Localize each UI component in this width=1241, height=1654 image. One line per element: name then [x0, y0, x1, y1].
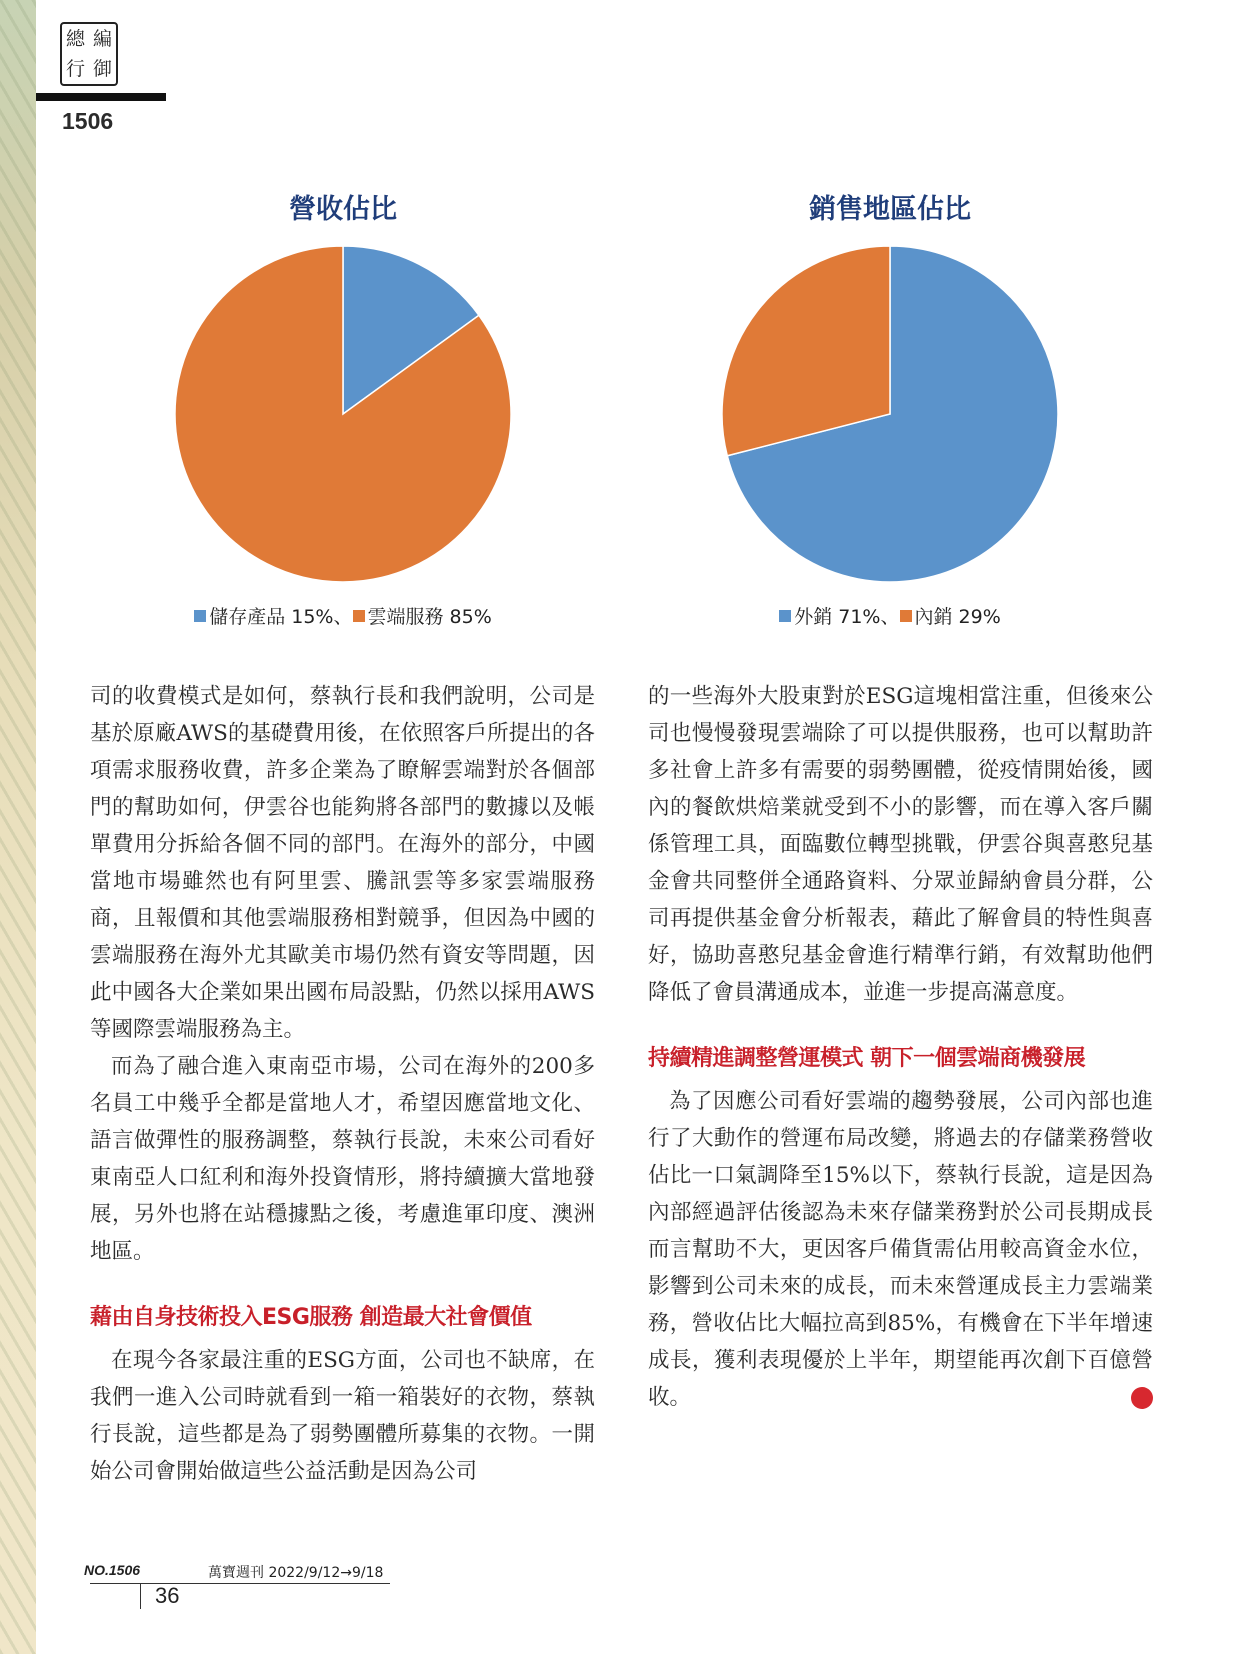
- end-mark-icon: [1131, 1387, 1153, 1409]
- seal-char: 總: [65, 27, 85, 50]
- seal-char: 編: [92, 27, 112, 50]
- seal-char: 御: [92, 57, 112, 80]
- column-seal-logo: [60, 22, 118, 86]
- footer-rule: [90, 1583, 390, 1584]
- legend-swatch-domestic: [900, 610, 912, 622]
- section-heading: 藉由自身技術投入ESG服務 創造最大社會價值: [90, 1305, 532, 1330]
- paragraph: [648, 1083, 1153, 1416]
- paragraph: 的一些海外大股東對於ESG這塊相當注重，但後來公司也慢慢發現雲端除了可以提供服務，也可以幫助許多社會上許多有需要的弱勢團體，從疫情開始後，國內的餐飲烘焙業就受到不小的影響，而在導入客戶關係管理工具，面臨數位轉型挑戰，伊雲谷與喜憨兒基金會共同整併全通路資料、分眾並歸納會員分群，公司再提供基金會分析報表，藉此了解會員的特性與喜好，協助喜憨兒基金會進行精準行銷，有效幫助他們降低了會員溝通成本，並進一步提高滿意度。: [648, 684, 1153, 1005]
- section-heading: 持續精進調整營運模式 朝下一個雲端商機發展: [648, 1046, 1086, 1071]
- article-column-left: [90, 678, 595, 1490]
- legend-label-storage: 儲存產品 15%、: [209, 606, 353, 628]
- revenue-share-chart: [108, 190, 578, 629]
- legend-label-domestic: 內銷 29%: [914, 606, 1001, 628]
- decorative-side-strip: [0, 0, 36, 1654]
- issue-number: 1506: [62, 108, 114, 134]
- header-rule: [36, 93, 166, 101]
- paragraph-text: 為了因應公司看好雲端的趨勢發展，公司內部也進行了大動作的營運布局改變，將過去的存儲業務營收佔比一口氣調降至15%以下，蔡執行長說，這是因為內部經過評估後認為未來存儲業務對於公司長期成長而言幫助不大，更因客戶備貨需佔用較高資金水位，影響到公司未來的成長，而未來營運成長主力雲端業務，營收佔比大幅拉高到85%，有機會在下半年增速成長，獲利表現優於上半年，期望能再次創下百億營收。: [648, 1089, 1153, 1410]
- chart-title: 營收佔比: [289, 194, 397, 225]
- footer-magazine: 萬寶週刊 2022/9/12→9/18: [208, 1565, 384, 1581]
- footer-issue: NO.1506: [84, 1562, 141, 1578]
- legend-label-export: 外銷 71%、: [794, 606, 900, 628]
- paragraph: 在現今各家最注重的ESG方面，公司也不缺席，在我們一進入公司時就看到一箱一箱裝好的衣物，蔡執行長說，這些都是為了弱勢團體所募集的衣物。一開始公司會開始做這些公益活動是因為公司: [90, 1348, 595, 1484]
- chart-title: 銷售地區佔比: [809, 194, 971, 225]
- legend-label-cloud: 雲端服務 85%: [367, 606, 492, 628]
- legend-swatch-export: [779, 610, 791, 622]
- legend-swatch-cloud: [353, 610, 365, 622]
- paragraph: 而為了融合進入東南亞市場，公司在海外的200多名員工中幾乎全都是當地人才，希望因應當地文化、語言做彈性的服務調整，蔡執行長說，未來公司看好東南亞人口紅利和海外投資情形，將持續擴大當地發展，另外也將在站穩據點之後，考慮進軍印度、澳洲地區。: [90, 1054, 595, 1264]
- revenue-pie: [173, 244, 513, 584]
- region-pie: [720, 244, 1060, 584]
- seal-char: 行: [65, 57, 85, 80]
- chart-legend: [655, 602, 1125, 629]
- paragraph: 司的收費模式是如何，蔡執行長和我們說明，公司是基於原廠AWS的基礎費用後，在依照客戶所提出的各項需求服務收費，許多企業為了瞭解雲端對於各個部門的幫助如何，伊雲谷也能夠將各部門的數據以及帳單費用分拆給各個不同的部門。在海外的部分，中國當地市場雖然也有阿里雲、騰訊雲等多家雲端服務商，且報價和其他雲端服務相對競爭，但因為中國的雲端服務在海外尤其歐美市場仍然有資安等問題，因此中國各大企業如果出國布局設點，仍然以採用AWS等國際雲端服務為主。: [90, 684, 595, 1042]
- legend-swatch-storage: [194, 610, 206, 622]
- article-column-right: [648, 678, 1153, 1416]
- region-share-chart: [655, 190, 1125, 629]
- page-number: 36: [140, 1583, 179, 1609]
- chart-legend: [108, 602, 578, 629]
